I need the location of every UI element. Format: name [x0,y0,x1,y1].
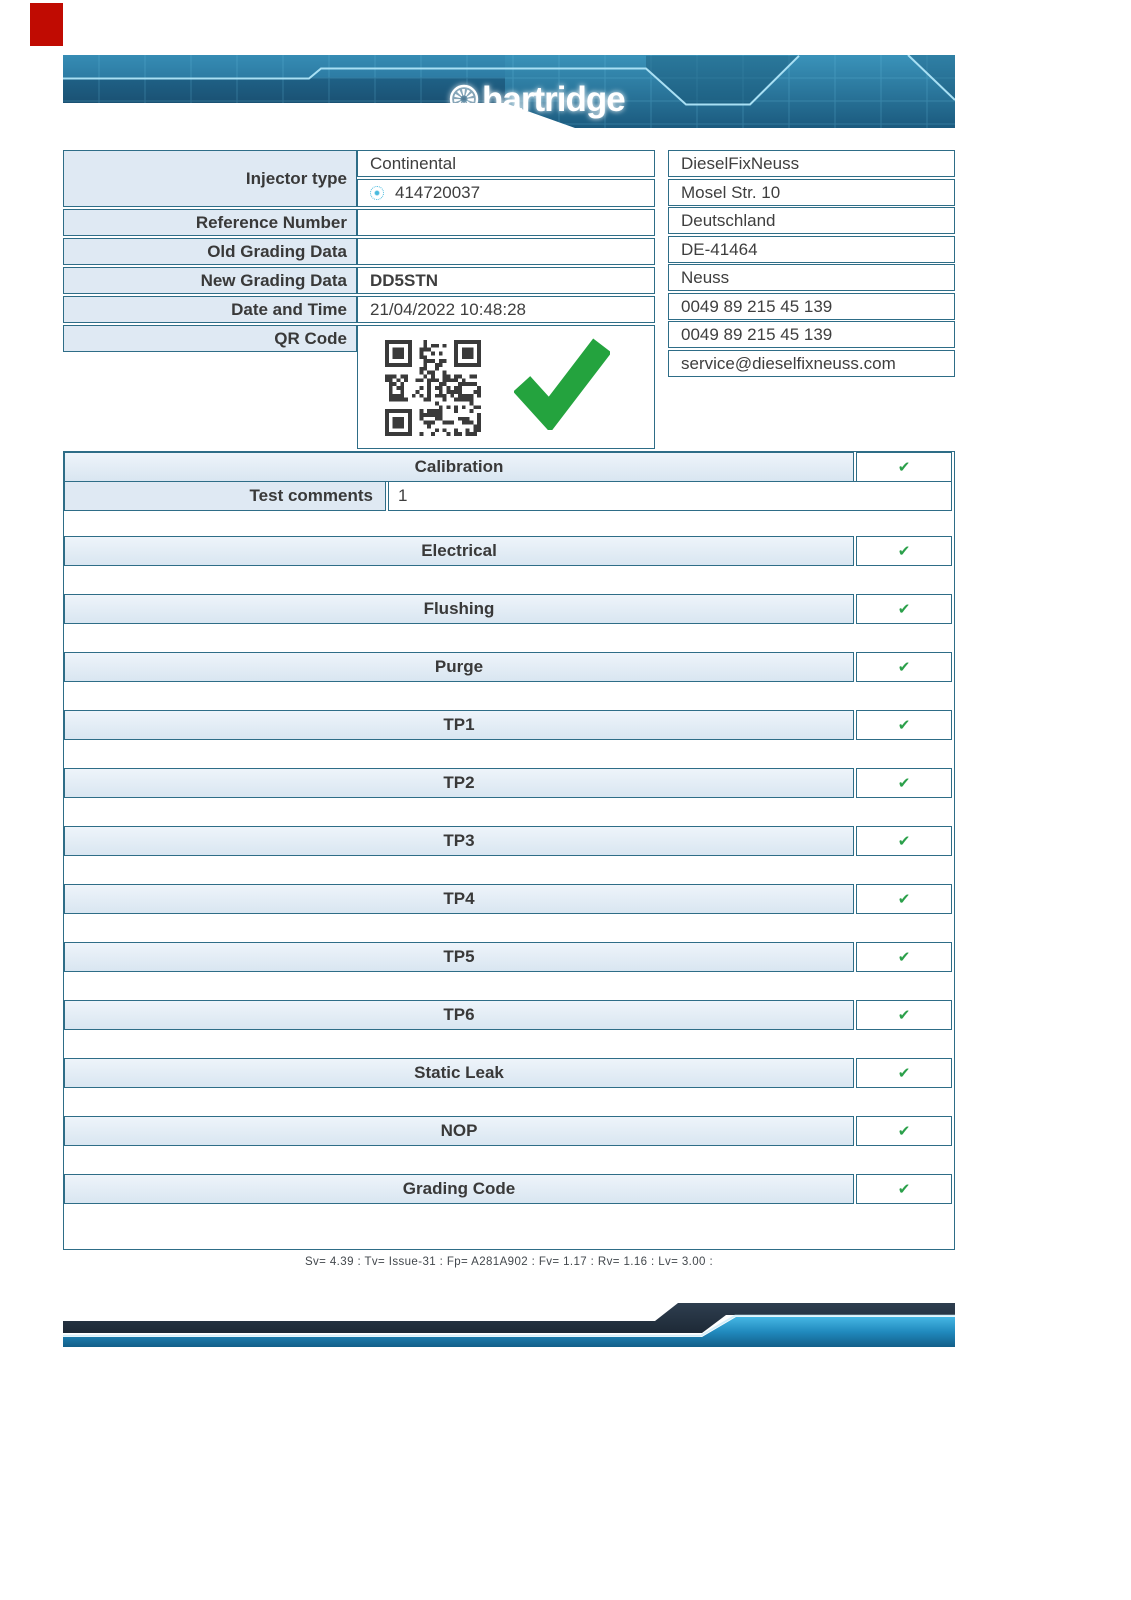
check-icon: ✔ [897,1005,911,1024]
contact-row: Mosel Str. 10 [668,179,955,206]
test-row-grading-code [64,1174,952,1204]
test-row-tp6 [64,1000,952,1030]
test-status-cell [856,594,952,624]
test-title: Calibration [64,452,854,482]
test-row-tp1 [64,710,952,740]
check-icon: ✔ [897,599,911,618]
test-title: TP4 [64,884,854,914]
test-status-cell [856,652,952,682]
test-status-cell [856,1000,952,1030]
check-icon: ✔ [897,773,911,792]
check-icon: ✔ [897,947,911,966]
check-icon: ✔ [897,1179,911,1198]
qr-pass-check-icon [514,334,610,430]
test-title: TP1 [64,710,854,740]
contact-row: Deutschland [668,207,955,234]
test-row-tp3 [64,826,952,856]
value-new-grading-data: DD5STN [357,267,655,294]
check-icon: ✔ [897,889,911,908]
top-banner [63,55,955,128]
check-icon: ✔ [897,457,911,476]
check-icon: ✔ [897,657,911,676]
test-title: TP2 [64,768,854,798]
test-row-tp4 [64,884,952,914]
label-qr-code: QR Code [63,325,357,352]
test-title: Purge [64,652,854,682]
test-status-cell [856,884,952,914]
test-row-purge [64,652,952,682]
test-row-electrical [64,536,952,566]
value-old-grading-data [357,238,655,265]
test-comments-label: Test comments [64,481,386,511]
footer-version-info: Sv= 4.39 : Tv= Issue-31 : Fp= A281A902 : Fv= 1.17 : Rv= 1.16 : Lv= 3.00 : [304,1256,714,1268]
contact-row: 0049 89 215 45 139 [668,293,955,320]
test-comments-value: 1 [388,481,952,511]
test-row-tp5 [64,942,952,972]
test-row-tp2 [64,768,952,798]
label-injector-type: Injector type [63,150,357,207]
bottom-banner [63,1300,955,1348]
label-old-grading-data: Old Grading Data [63,238,357,265]
contact-row: service@dieselfixneuss.com [668,350,955,377]
test-status-cell [856,710,952,740]
test-row-flushing [64,594,952,624]
injector-info-table [63,150,655,450]
serial-text: 414720037 [395,183,481,202]
qr-code-cell [357,325,655,449]
label-date-and-time: Date and Time [63,296,357,323]
contact-row: DE-41464 [668,236,955,263]
check-icon: ✔ [897,1063,911,1082]
test-results-table [63,451,955,1250]
test-status-cell [856,826,952,856]
check-icon: ✔ [897,1121,911,1140]
test-status-cell [856,536,952,566]
test-row-calibration [64,452,952,482]
value-date-and-time: 21/04/2022 10:48:28 [357,296,655,323]
test-comments-row [64,481,952,511]
label-new-grading-data: New Grading Data [63,267,357,294]
test-row-static-leak [64,1058,952,1088]
test-title: TP6 [64,1000,854,1030]
contact-row: Neuss [668,264,955,291]
test-status-cell [856,1174,952,1204]
test-title: Flushing [64,594,854,624]
check-icon: ✔ [897,715,911,734]
scan-marker [30,3,63,46]
test-title: NOP [64,1116,854,1146]
qr-code [385,340,481,436]
value-reference-number [357,209,655,236]
test-title: Grading Code [64,1174,854,1204]
test-status-cell [856,1058,952,1088]
workshop-contact-table [668,150,955,378]
contact-row: DieselFixNeuss [668,150,955,177]
test-status-cell [856,942,952,972]
test-row-nop [64,1116,952,1146]
brand-logo-text: hartridge [482,80,625,119]
test-title: Electrical [64,536,854,566]
contact-row: 0049 89 215 45 139 [668,321,955,348]
test-title: Static Leak [64,1058,854,1088]
check-icon: ✔ [897,831,911,850]
label-reference-number: Reference Number [63,209,357,236]
value-injector-make: Continental [357,150,655,177]
value-injector-serial [357,179,655,207]
test-status-cell [856,768,952,798]
test-status-cell [856,1116,952,1146]
test-title: TP3 [64,826,854,856]
test-status-cell [856,452,952,482]
part-id-icon [370,186,384,200]
test-title: TP5 [64,942,854,972]
check-icon: ✔ [897,541,911,560]
